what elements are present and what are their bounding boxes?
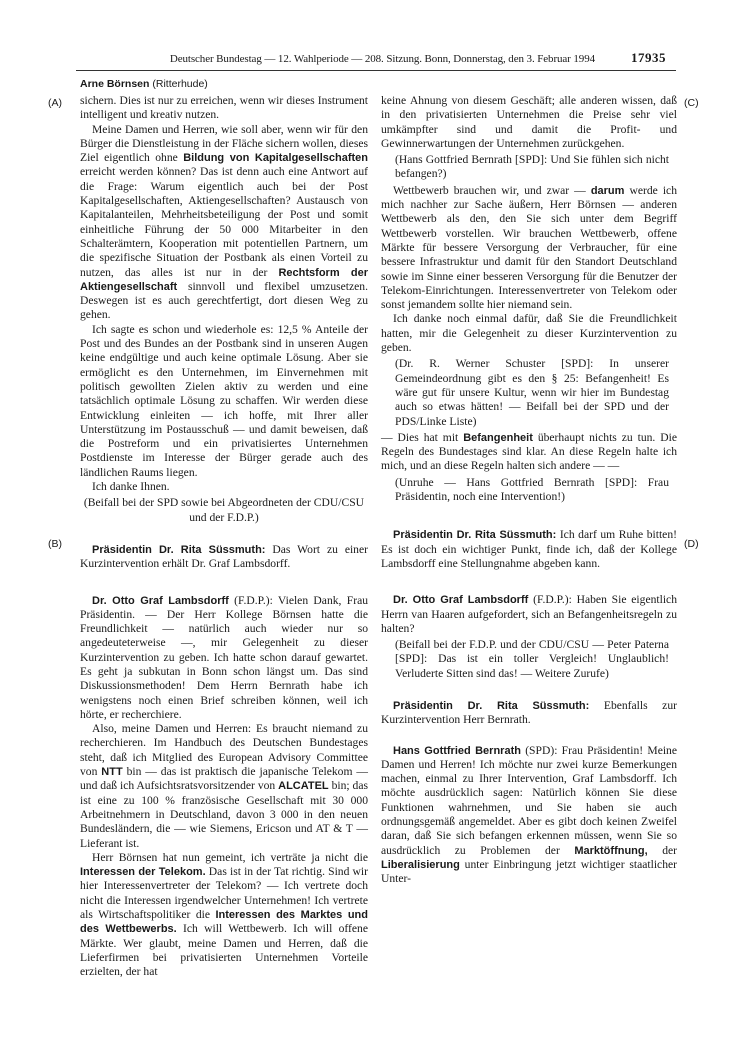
- margin-marker-c: (C): [684, 97, 699, 109]
- emphasis: Befangenheit: [463, 431, 533, 444]
- margin-marker-a: (A): [48, 97, 62, 109]
- emphasis: Marktöffnung,: [574, 844, 648, 857]
- speech-entry: [80, 594, 368, 723]
- text: Ebenfalls zur Kurzintervention Herr Bernrath.: [381, 698, 677, 727]
- text: unter Einbringung jetzt wichtiger staatlicher Unter-: [381, 857, 677, 886]
- running-speaker-place: (Ritterhude): [152, 78, 208, 90]
- emphasis: Bildung von Kapitalgesellschaften: [183, 152, 368, 165]
- running-speaker-name: Arne Börnsen: [80, 78, 150, 90]
- applause-note: (Beifall bei der SPD sowie bei Abgeordneten der CDU/CSU und der F.D.P.): [83, 496, 365, 524]
- emphasis: Liberalisierung: [381, 858, 460, 871]
- speech-entry: [80, 543, 368, 572]
- text: werde ich mich nachher zur Sache äußern, Herr Börnsen — anderen Wettbewerb als den, den Sie sich unter dem Begriff Wettbewerb vorstellen. Wir brauchen Wettbewerb, offene Märkte für bessere Versorgung der Verbraucher, für eine bessere Infrastruktur und damit für den Standort Deutschland sowie im Sinne einer besseren Versorgung für die Benutzer der Telekom-Einrichtungen. Interessenvertreter von Telekom oder sonst jemandem sollte hier niemand sein.: [381, 183, 677, 312]
- paragraph: [80, 123, 368, 323]
- text: Wettbewerb brauchen wir, und zwar —: [393, 183, 591, 197]
- spacer: [381, 683, 677, 699]
- text: bin; das ist eine zu 100 % französische Gesellschaft mit 30 000 Arbeitnehmern in Deutschland, davon 3 000 in den neuen Bundesländern, die — wie Siemens, Ericson und AT & T — Lieferant ist.: [80, 779, 368, 850]
- text: erreicht werden können? Das ist denn auch eine Antwort auf die Frage: Warum eigentlich auch bei der Post Kapitalgesellschaften, Aktiengesellschaften? Austausch von Kapitalanteilen, Mehrheitsbeteiligung der Post und somit einheitliche Führung der 50 000 Mitarbeiter in den Schalterämtern, Kooperation mit potentiellen Partnern, um die spezifische Situation der Postbank als einen Vorteil zu nutzen, das alles ist nur in der: [80, 165, 368, 279]
- running-header: Deutscher Bundestag — 12. Wahlperiode — 208. Sitzung. Bonn, Donnerstag, den 3. Februar 1994: [169, 53, 595, 65]
- text: der: [647, 843, 678, 857]
- page-number: 17935: [631, 50, 666, 65]
- spacer: [381, 728, 677, 744]
- interjection: (Hans Gottfried Bernrath [SPD]: Und Sie fühlen sich nicht befangen?): [395, 153, 669, 181]
- text: überhaupt nichts zu tun. Die Regeln des Bundestages sind klar. An diese Regeln halte ich mich, und an diese Regeln halten sich andere — —: [381, 430, 677, 473]
- paragraph: sichern. Dies ist nur zu erreichen, wenn wir dieses Instrument intelligent und kreativ nutzen.: [80, 94, 368, 122]
- paragraph: [381, 184, 677, 313]
- speaker-name: Dr. Otto Graf Lambsdorff: [92, 594, 229, 607]
- text: Ich will Wettbewerb. Ich will offene Märkte. Wer glaubt, meine Damen und Herren, daß die Lieferfirmen bei privatisierten Unternehmen Vorteile erzielten, der hat: [80, 922, 368, 979]
- margin-marker-b: (B): [48, 538, 62, 550]
- spacer: [80, 527, 368, 543]
- emphasis: Interessen des Marktes und des Wettbewerbs.: [80, 909, 368, 936]
- emphasis: Interessen der Telekom.: [80, 866, 206, 879]
- speaker-name: Präsidentin Dr. Rita Süssmuth:: [393, 529, 557, 542]
- text: Ich darf um Ruhe bitten! Es ist doch ein wichtiger Punkt, finde ich, daß der Kollege Lambsdorff eine Stellungnahme abgeben kann.: [381, 528, 677, 570]
- speech-entry: [381, 744, 677, 887]
- interjection: (Unruhe — Hans Gottfried Bernrath [SPD]: Frau Präsidentin, noch eine Intervention!): [395, 475, 669, 504]
- text: bin — das ist praktisch die japanische Telekom — und daß ich Aufsichtsratsvorsitzender von: [80, 765, 368, 793]
- text: Also, meine Damen und Herren: Es braucht niemand zu recherchieren. Im Handbuch des Deutschen Bundestages steht, daß ich Mitglied des European Advisory Committee von: [80, 722, 368, 779]
- text: (F.D.P.): Haben Sie eigentlich Herrn van Haaren aufgefordert, sich an Befangenheitsregeln zu halten?: [381, 593, 678, 635]
- paragraph: [381, 431, 677, 474]
- text: Das Wort zu einer Kurzintervention erhält Dr. Graf Lambsdorff.: [80, 542, 368, 571]
- text: sinnvoll und flexibel umzusetzen. Deswegen ist es auch gerechtfertigt, dort diesen Weg zu gehen.: [80, 279, 368, 322]
- text: Meine Damen und Herren, wie soll aber, wenn wir für den Bürger die Dienstleistung in der Fläche sichern wollen, dieses Ziel eigentlich ohne: [80, 122, 368, 165]
- emphasis: darum: [590, 184, 625, 197]
- speaker-name: Präsidentin Dr. Rita Süssmuth:: [393, 699, 590, 712]
- speaker-name: Hans Gottfried Bernrath: [393, 744, 521, 757]
- speech-entry: [381, 528, 677, 571]
- speech-entry: [381, 699, 677, 728]
- text: Herr Börnsen hat nun gemeint, ich verträte ja nicht die: [92, 850, 368, 864]
- text: Das ist in der Tat richtig. Sind wir hier Interessenvertreter der Telekom? — Ich vertrete doch nicht die Interessen irgendwelcher Unternehmen! Ich vertrete als Wirtschaftspolitiker die: [80, 865, 368, 922]
- interjection: (Beifall bei der F.D.P. und der CDU/CSU — Peter Paterna [SPD]: Das ist ein toller Vergleich! Unglaublich! Verluderte Sitten sind das! — Weitere Zurufe): [395, 638, 669, 680]
- paragraph: Ich danke noch einmal dafür, daß Sie die Freundlichkeit hatten, mir die Gelegenheit zu dieser Kurzintervention zu geben.: [381, 312, 677, 355]
- speaker-name: Präsidentin Dr. Rita Süssmuth:: [92, 543, 266, 556]
- paragraph: [80, 722, 368, 851]
- paragraph: [80, 851, 368, 980]
- text: (SPD): Frau Präsidentin! Meine Damen und Herren! Ich möchte nur zwei kurze Bemerkungen machen, einmal zu Ihrer Intervention, Graf Lambsdorff. Ich möchte ausdrücklich sagen: Natürlich können Sie diese Funktionen wahrnehmen, und Sie haben sie auch ordnungsgemäß angemeldet. Aber es gibt doch keinen Zweifel daran, daß Sie sich befangen erkennen müssen, wenn Sie so ausdrücklich zu Problemen der: [381, 743, 678, 857]
- emphasis: ALCATEL: [278, 780, 329, 793]
- spacer: [381, 506, 677, 528]
- right-column: [381, 94, 677, 887]
- emphasis: NTT: [101, 766, 123, 779]
- emphasis: Rechtsform der Aktiengesellschaft: [80, 266, 368, 293]
- speech-entry: [381, 593, 677, 636]
- paragraph: keine Ahnung von diesem Geschäft; alle anderen wissen, daß in den privatisierten Unternehmen die Preise sehr viel umkämpfter sind und damit die Profit- und Gewinnerwartungen der Unternehmen zurückgehen.: [381, 94, 677, 150]
- speaker-name: Dr. Otto Graf Lambsdorff: [393, 594, 529, 607]
- header-rule: [76, 70, 676, 71]
- text: (F.D.P.): Vielen Dank, Frau Präsidentin. — Der Herr Kollege Börnsen hatte die Freundlichkeit — natürlich auch wieder nur so angedeuteterweise —, mir Gelegenheit zu dieser Kurzintervention zu geben. Ich hatte schon darauf gewartet. Es geht ja subkutan in Bonn schon längst um. Das sind Diskussionsmethoden! Dem Herrn Bernrath habe ich wenigstens noch einen Brief schreiben können, weil ich hörte, er recherchiere.: [80, 593, 369, 721]
- spacer: [381, 571, 677, 593]
- spacer: [80, 572, 368, 594]
- text: — Dies hat mit: [381, 430, 464, 444]
- paragraph: Ich danke Ihnen.: [92, 480, 170, 494]
- interjection: (Dr. R. Werner Schuster [SPD]: In unserer Gemeindeordnung gibt es den § 25: Befangenheit! Es wäre gut für unsere Kultur, wenn wir hier im Bundestag auch so etwas hätten! — Beifall bei der SPD und der PDS/Linke Liste): [395, 357, 669, 428]
- left-column: [80, 94, 368, 980]
- paragraph: Ich sagte es schon und wiederhole es: 12,5 % Anteile der Post und des Bundes an der Postbank sind in unseren Augen keine endgültige und auch keine optimale Lösung. Aber sie ermöglicht es den Unternehmen, im Einvernehmen mit politisch gewollten Zielen aktiv zu werden und eine tatsächlich optimale Lösung zu schaffen. Wir werden diese Entwicklung einleiten — ich hoffe, mit Ihrer aller Unterstützung im Postausschuß — und damit beweisen, daß die Postreform und ein privatisiertes Unternehmen Postdienste im Interesse der Bürger gerade auch des ländlichen Raums liegen.: [80, 322, 368, 479]
- running-speaker: [80, 78, 208, 90]
- margin-marker-d: (D): [684, 538, 699, 550]
